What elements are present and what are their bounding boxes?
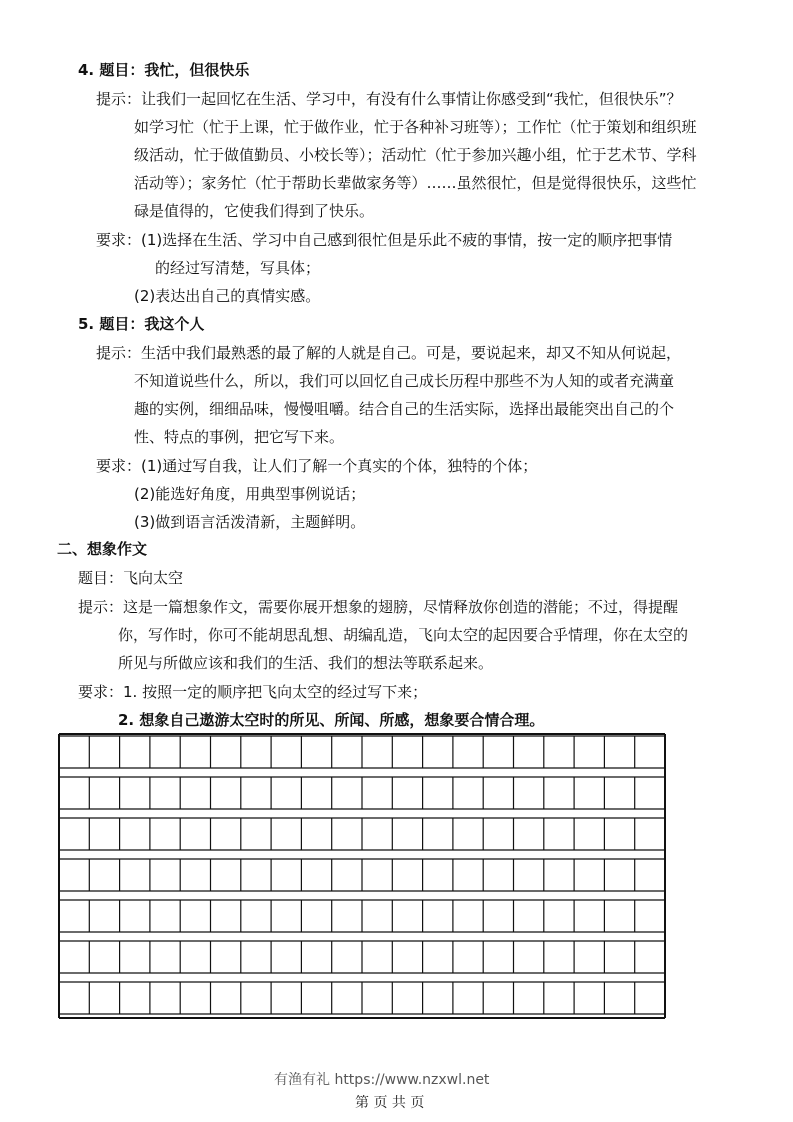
section5-req-line: (3)做到语言活泼清新，主题鲜明。 [134, 513, 366, 531]
section4-hint-line: 级活动，忙于做值勤员、小校长等）；活动忙（忙于参加兴趣小组，忙于艺术节、学科 [134, 146, 697, 164]
section5-hint-line: 不知道说些什么，所以，我们可以回忆自己成长历程中那些不为人知的或者充满童 [134, 372, 675, 390]
writing-grid [57, 733, 669, 1021]
part2-title: 题目：飞向太空 [78, 569, 184, 587]
page-label: 第 页 共 页 [355, 1095, 425, 1111]
section5-hint-line: 趣的实例，细细品味，慢慢咀嚼。结合自己的生活实际，选择出最能突出自己的个 [134, 400, 675, 418]
section5-req-line: (2)能选好角度，用典型事例说话； [134, 485, 366, 503]
section4-hint-line: 提示：让我们一起回忆在生活、学习中，有没有什么事情让你感受到“我忙，但很快乐”？ [96, 90, 682, 108]
part2-hint-line: 提示：这是一篇想象作文，需要你展开想象的翅膀，尽情释放你创造的潜能；不过，得提醒 [78, 598, 679, 616]
part2-req-line: 2. 想象自己遨游太空时的所见、所闻、所感，想象要合情合理。 [118, 711, 545, 729]
part2-req-line: 要求：1. 按照一定的顺序把飞向太空的经过写下来； [78, 683, 428, 701]
part2-hint-line: 你，写作时，你可不能胡思乱想、胡编乱造，飞向太空的起因要合乎情理，你在太空的 [118, 626, 689, 644]
section4-hint-line: 活动等）；家务忙（忙于帮助长辈做家务等）……虽然很忙，但是觉得很快乐，这些忙 [134, 174, 697, 192]
watermark-text: 有渔有礼 https://www.nzxwl.net [274, 1072, 490, 1088]
section4-hint-line: 碌是值得的，它使我们得到了快乐。 [134, 202, 375, 220]
section4-req-line: (2)表达出自己的真情实感。 [134, 287, 321, 305]
section5-req-line: 要求：(1)通过写自我，让人们了解一个真实的个体，独特的个体； [96, 457, 538, 475]
section4-req-line: 的经过写清楚，写具体； [155, 259, 321, 277]
section5-hint-line: 提示：生活中我们最熟悉的最了解的人就是自己。可是，要说起来，却又不知从何说起， [96, 344, 682, 362]
part2-heading: 二、想象作文 [57, 540, 148, 558]
part2-hint-line: 所见与所做应该和我们的生活、我们的想法等联系起来。 [118, 654, 494, 672]
section5-title: 5. 题目：我这个人 [78, 315, 205, 333]
section4-req-line: 要求：(1)选择在生活、学习中自己感到很忙但是乐此不疲的事情，按一定的顺序把事情 [96, 231, 673, 249]
section4-title: 4. 题目：我忙，但很快乐 [78, 61, 250, 79]
section4-hint-line: 如学习忙（忙于上课，忙于做作业，忙于各种补习班等）；工作忙（忙于策划和组织班 [134, 118, 697, 136]
section5-hint-line: 性、特点的事例，把它写下来。 [134, 428, 345, 446]
